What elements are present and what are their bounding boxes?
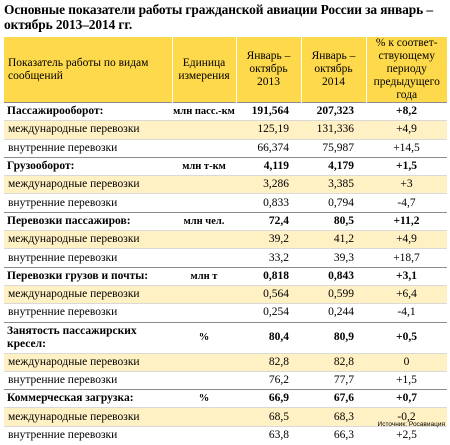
value-2014: 0,599 [301,285,366,303]
value-2014: 39,3 [301,249,366,267]
row-label: Пассажирооборот: [4,103,172,121]
value-percent-change: -4,1 [366,304,447,322]
row-unit [172,285,236,303]
value-percent-change: +1,5 [366,371,447,389]
row-label: Перевозки пассажиров: [4,212,172,230]
table-row [4,353,447,371]
row-unit: % [172,322,236,353]
value-2014: 66,3 [301,426,366,444]
value-2014: 0,843 [301,267,366,285]
section-row [4,390,447,408]
value-percent-change: +6,4 [366,285,447,303]
value-percent-change: +8,2 [366,103,447,121]
value-percent-change: +4,9 [366,231,447,249]
value-2013: 0,833 [236,194,301,212]
table-row [4,176,447,194]
section-row [4,267,447,285]
value-percent-change: -0,2 [366,408,447,426]
value-2014: 77,7 [301,371,366,389]
section-row [4,103,447,121]
row-label: Занятость пассажирских кресел: [4,322,172,353]
value-2013: 82,8 [236,353,301,371]
value-percent-change: +0,5 [366,322,447,353]
row-unit [172,426,236,444]
table-row [4,231,447,249]
value-2014: 0,794 [301,194,366,212]
value-percent-change: +1,5 [366,157,447,175]
row-unit [172,231,236,249]
value-2014: 75,987 [301,139,366,157]
header-2014: Январь – октябрь 2014 [301,37,366,103]
row-label: международные перевозки [4,176,172,194]
value-2013: 68,5 [236,408,301,426]
table-row [4,426,447,444]
row-unit [172,194,236,212]
value-percent-change: +11,2 [366,212,447,230]
row-unit [172,371,236,389]
value-2013: 0,564 [236,285,301,303]
table-row [4,285,447,303]
row-unit [172,139,236,157]
row-unit: % [172,390,236,408]
row-label: международные перевозки [4,121,172,139]
value-percent-change: 0 [366,353,447,371]
value-2013: 66,9 [236,390,301,408]
row-unit [172,304,236,322]
source-note: Источник: Росавиация [377,421,445,428]
value-2013: 0,254 [236,304,301,322]
row-label: международные перевозки [4,285,172,303]
value-2014: 68,3 [301,408,366,426]
row-label: внутренние перевозки [4,304,172,322]
row-unit [172,176,236,194]
value-percent-change: -4,7 [366,194,447,212]
value-2013: 0,818 [236,267,301,285]
value-percent-change: +18,7 [366,249,447,267]
value-percent-change: +3,1 [366,267,447,285]
value-2013: 80,4 [236,322,301,353]
header-2013: Январь – октябрь 2013 [236,37,301,103]
row-label: международные перевозки [4,408,172,426]
header-unit: Единица измерения [172,37,236,103]
row-label: международные перевозки [4,353,172,371]
table-title: Основные показатели работы гражданской авиации России за январь – октябрь 2013–2014 гг. [4,2,433,32]
row-label: Грузооборот: [4,157,172,175]
section-row [4,322,447,353]
value-2013: 76,2 [236,371,301,389]
row-unit: млн пасс.-км [172,103,236,121]
row-unit [172,408,236,426]
value-percent-change: +0,7 [366,390,447,408]
value-2014: 0,244 [301,304,366,322]
value-2013: 191,564 [236,103,301,121]
row-unit: млн т-км [172,157,236,175]
value-2013: 66,374 [236,139,301,157]
value-2013: 4,119 [236,157,301,175]
row-unit [172,121,236,139]
table-row [4,194,447,212]
table-row [4,139,447,157]
value-percent-change: +4,9 [366,121,447,139]
value-percent-change: +14,5 [366,139,447,157]
value-2013: 3,286 [236,176,301,194]
table-row [4,121,447,139]
header-row [4,37,447,103]
value-2014: 67,6 [301,390,366,408]
value-2013: 63,8 [236,426,301,444]
row-unit [172,353,236,371]
row-unit: млн т [172,267,236,285]
value-2014: 80,9 [301,322,366,353]
value-2013: 39,2 [236,231,301,249]
table-row [4,304,447,322]
row-unit [172,249,236,267]
value-2014: 4,179 [301,157,366,175]
value-2014: 80,5 [301,212,366,230]
section-row [4,212,447,230]
value-2013: 72,4 [236,212,301,230]
row-label: международные перевозки [4,231,172,249]
row-label: внутренние перевозки [4,249,172,267]
row-label: внутренние перевозки [4,371,172,389]
value-2014: 131,336 [301,121,366,139]
value-2014: 41,2 [301,231,366,249]
row-label: внутренние перевозки [4,194,172,212]
row-label: внутренние перевозки [4,426,172,444]
value-2014: 82,8 [301,353,366,371]
value-2014: 207,323 [301,103,366,121]
header-percent-change: % к соответ-ствующему периоду предыдущего года [366,37,447,103]
statistics-table [4,37,447,445]
header-indicator: Показатель работы по видам сообщений [4,37,172,103]
table-row [4,249,447,267]
value-2014: 3,385 [301,176,366,194]
value-percent-change: +2,5 [366,426,447,444]
value-percent-change: +3 [366,176,447,194]
value-2013: 125,19 [236,121,301,139]
row-label: Перевозки грузов и почты: [4,267,172,285]
table-body [4,103,447,445]
value-2013: 33,2 [236,249,301,267]
row-unit: млн чел. [172,212,236,230]
section-row [4,157,447,175]
row-label: Коммерческая загрузка: [4,390,172,408]
row-label: внутренние перевозки [4,139,172,157]
table-row [4,371,447,389]
